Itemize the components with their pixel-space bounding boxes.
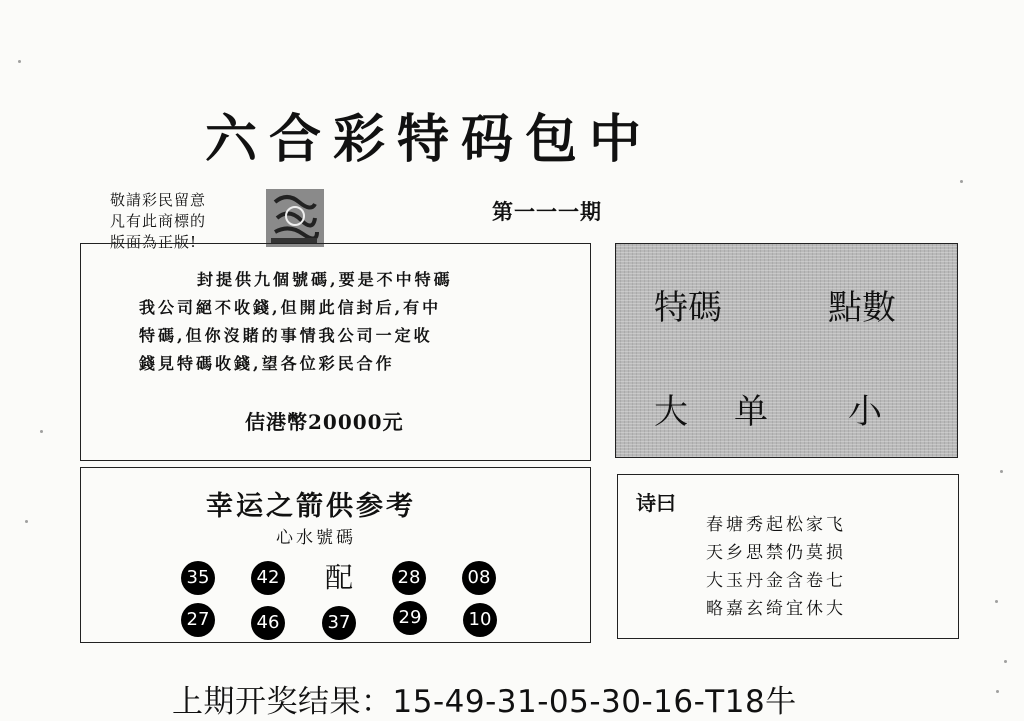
- number-ball: 46: [251, 606, 285, 640]
- poem-lines: [706, 511, 846, 623]
- scan-speck: [40, 430, 43, 433]
- promo-line: 封提供九個號碼,要是不中特碼: [197, 270, 453, 289]
- number-ball: 29: [393, 601, 427, 635]
- page-title: 六合彩特码包中: [205, 110, 654, 170]
- lucky-subtitle: 心水號碼: [276, 528, 356, 548]
- poem-line: 天乡思禁仍莫损: [706, 543, 846, 563]
- scan-speck: [18, 60, 21, 63]
- scan-speck: [995, 600, 998, 603]
- small-label: 小: [848, 392, 882, 432]
- poem-line: 春塘秀起松家飞: [706, 515, 846, 535]
- special-code-label: 特碼: [654, 288, 722, 328]
- lucky-title: 幸运之箭供参考: [206, 491, 416, 522]
- promo-line: 錢見特碼收錢,望各位彩民合作: [139, 354, 395, 373]
- odd-label: 单: [734, 392, 768, 432]
- number-ball: 37: [322, 606, 356, 640]
- number-ball: 35: [181, 561, 215, 595]
- special-code-box: [615, 243, 958, 458]
- promo-line: 我公司絕不收錢,但開此信封后,有中: [139, 298, 442, 317]
- number-ball: 28: [392, 561, 426, 595]
- poem-line: 略嘉玄绮宜休大: [706, 599, 846, 619]
- promo-text: [139, 266, 559, 378]
- poem-box: [617, 474, 959, 639]
- notice-line: 凡有此商標的: [110, 212, 207, 230]
- notice-line: 敬請彩民留意: [110, 191, 207, 209]
- number-ball: 42: [251, 561, 285, 595]
- promo-line: 特碼,但你沒賭的事情我公司一定收: [139, 326, 433, 345]
- scan-speck: [25, 520, 28, 523]
- number-ball: 10: [463, 603, 497, 637]
- big-label: 大: [654, 392, 688, 432]
- promo-box: [80, 243, 591, 461]
- scan-speck: [1000, 470, 1003, 473]
- poem-line: 大玉丹金含卷七: [706, 571, 846, 591]
- notice-line: 版面為正版!: [110, 233, 198, 251]
- poem-title: 诗曰: [636, 491, 676, 515]
- issue-number: 第一一一期: [492, 200, 602, 224]
- pairing-char: 配: [325, 561, 354, 594]
- deposit-amount: 佶港幣20000元: [245, 410, 404, 434]
- previous-draw-result: 上期开奖结果：15-49-31-05-30-16-T18牛: [172, 684, 797, 720]
- trademark-seal-icon: [265, 188, 325, 248]
- points-label: 點數: [828, 288, 896, 328]
- scan-speck: [996, 690, 999, 693]
- number-ball: 27: [181, 603, 215, 637]
- scan-speck: [1004, 660, 1007, 663]
- number-ball: 08: [462, 561, 496, 595]
- lucky-numbers-box: [80, 467, 591, 643]
- scan-speck: [960, 180, 963, 183]
